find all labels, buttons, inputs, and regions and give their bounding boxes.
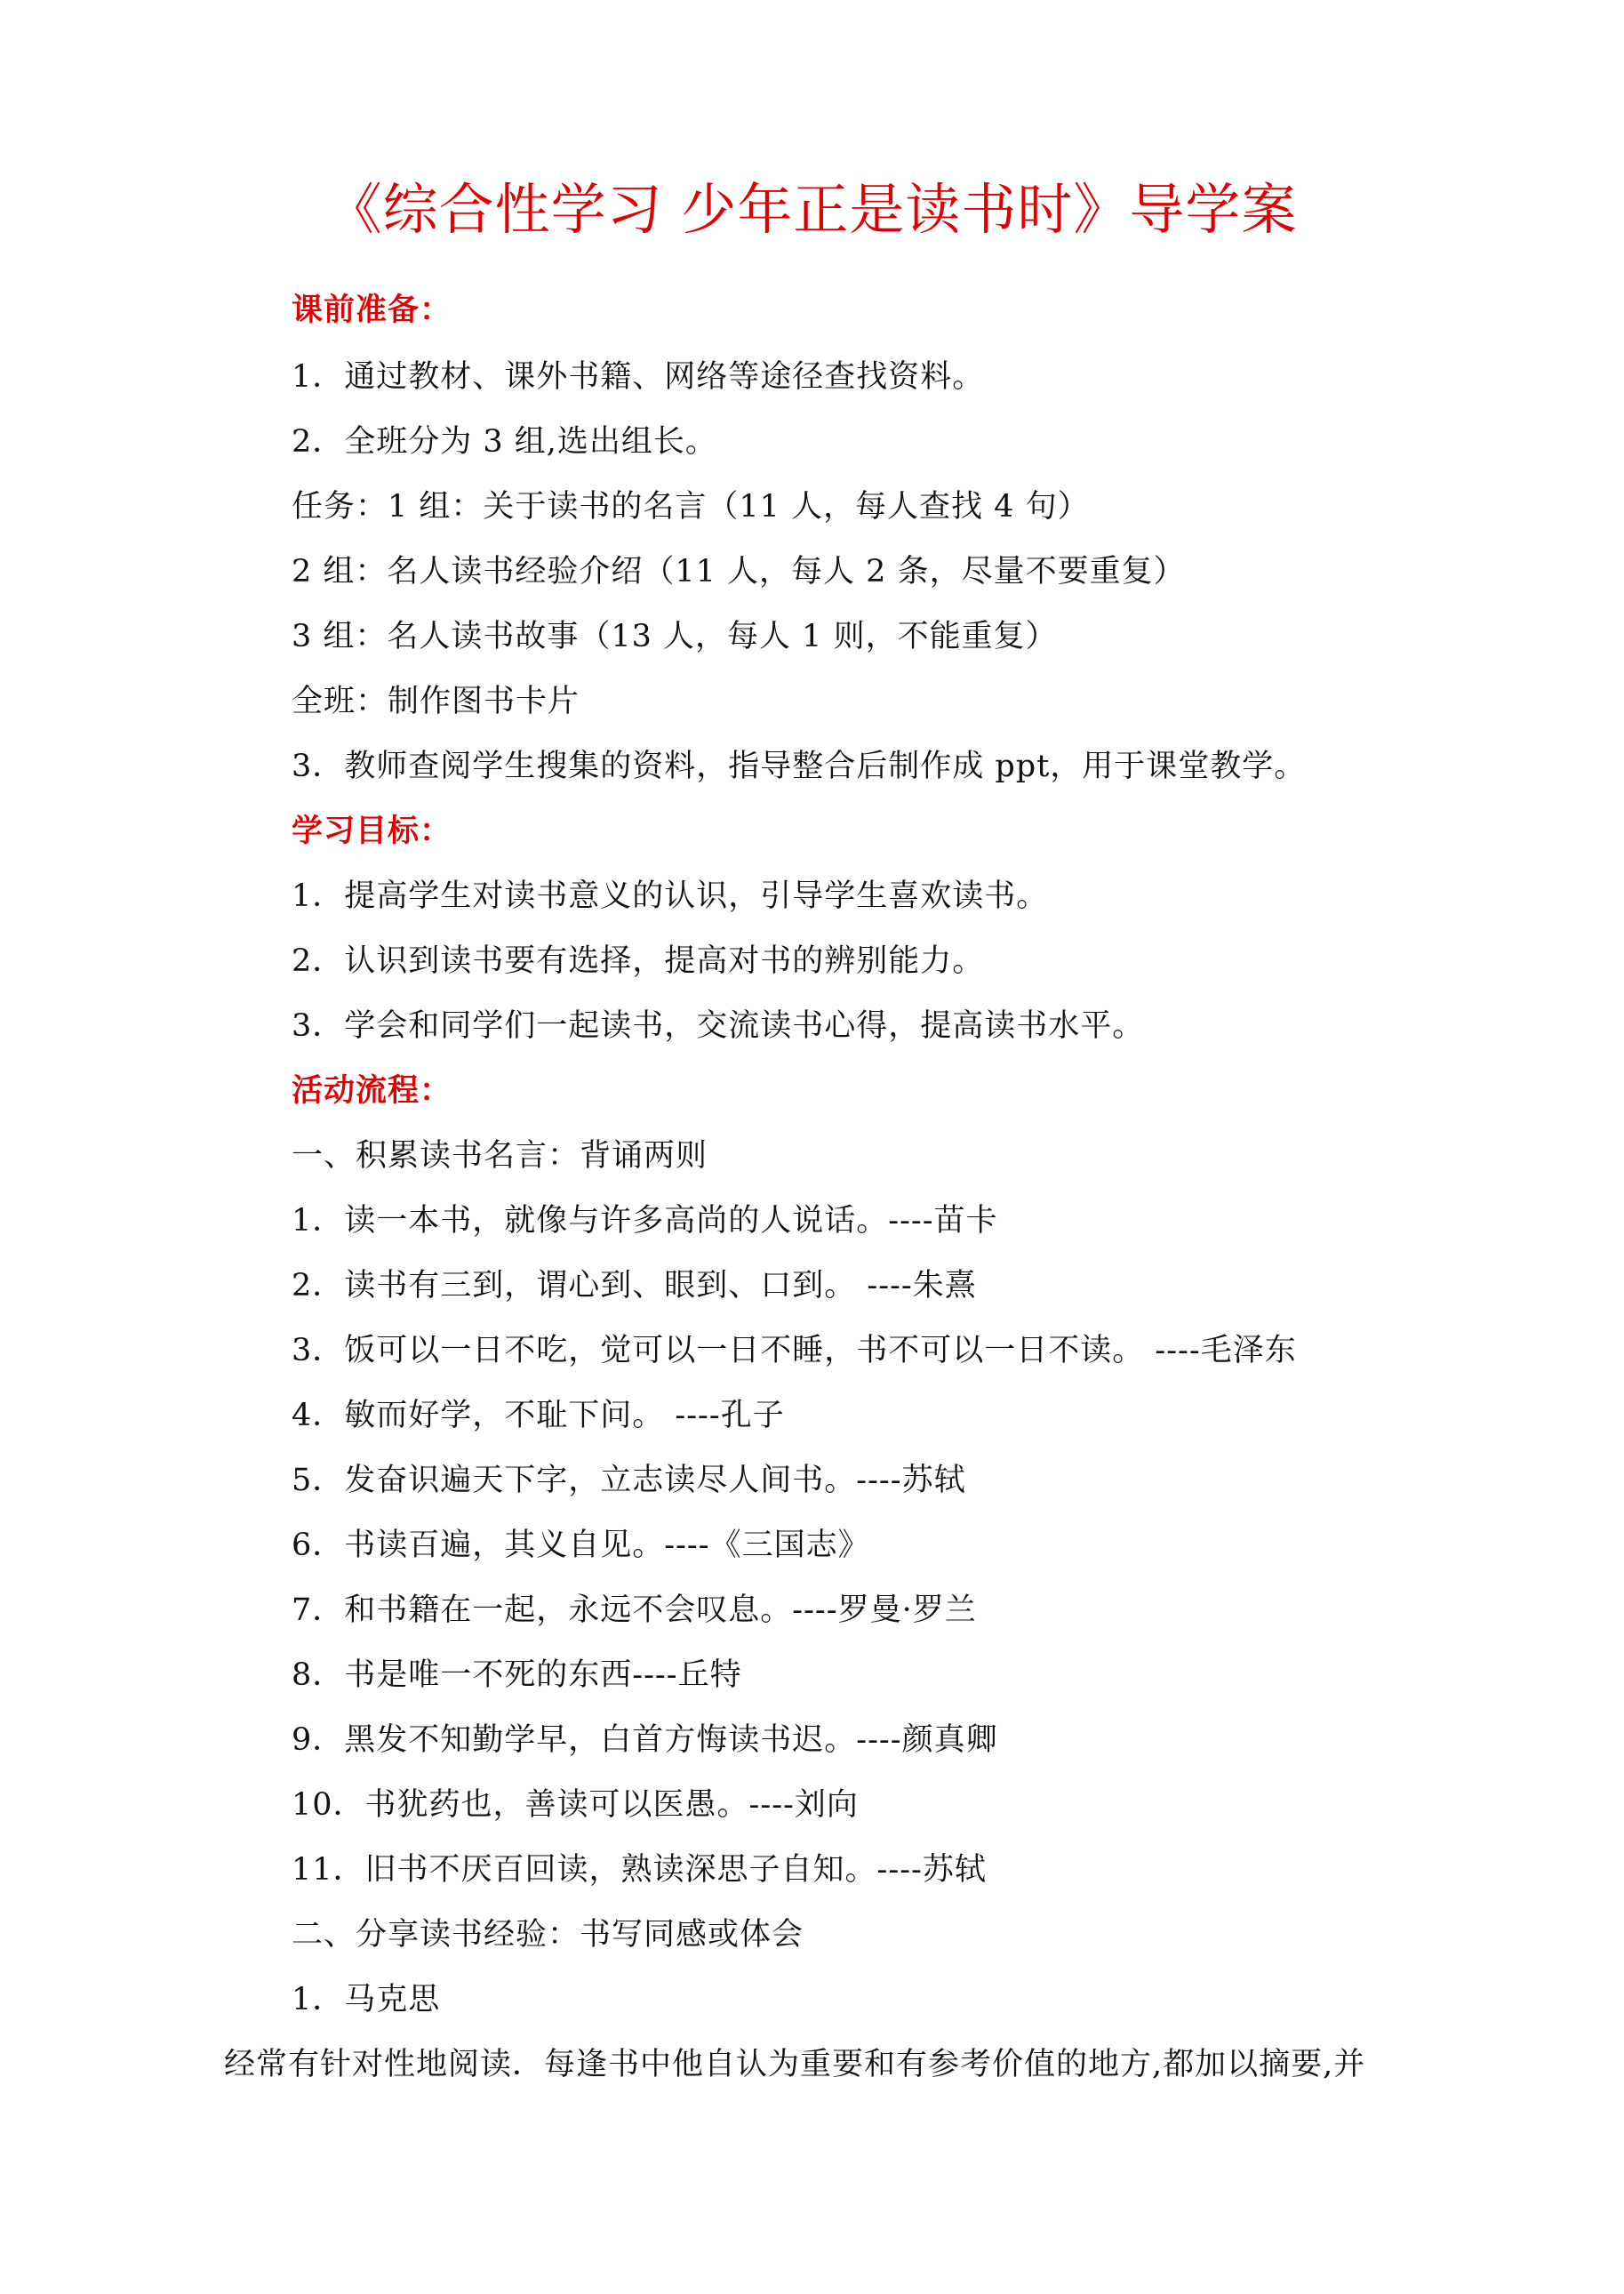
prep-task: 全班：制作图书卡片: [292, 684, 580, 719]
prep-task: 3 组：名人读书故事（13 人，每人 1 则，不能重复）: [292, 619, 1058, 654]
prep-task: 任务：1 组：关于读书的名言（11 人，每人查找 4 句）: [292, 489, 1090, 525]
quote-item: 4．敏而好学，不耻下问。 ----孔子: [292, 1398, 785, 1433]
goal-item: 2．认识到读书要有选择，提高对书的辨别能力。: [292, 943, 985, 979]
quote-item: 9．黑发不知勤学早，白首方悔读书迟。----颜真卿: [292, 1722, 998, 1758]
quote-item: 3．饭可以一日不吃，觉可以一日不睡，书不可以一日不读。 ----毛泽东: [292, 1333, 1297, 1368]
section-heading-prep: 课前准备：: [292, 293, 452, 328]
quote-item: 6．书读百遍，其义自见。----《三国志》: [292, 1528, 870, 1563]
prep-item: 1．通过教材、课外书籍、网络等途径查找资料。: [292, 359, 985, 395]
process-part-title: 二、分享读书经验：书写同感或体会: [292, 1917, 804, 1953]
quote-item: 7．和书籍在一起，永远不会叹息。----罗曼·罗兰: [292, 1592, 977, 1628]
section-heading-process: 活动流程：: [292, 1073, 452, 1109]
prep-item: 3．教师查阅学生搜集的资料，指导整合后制作成 ppt，用于课堂教学。: [292, 749, 1307, 784]
quote-item: 2．读书有三到，谓心到、眼到、口到。 ----朱熹: [292, 1268, 977, 1303]
quote-item: 8．书是唯一不死的东西----丘特: [292, 1657, 742, 1693]
experience-item: 1．马克思: [292, 1982, 441, 2017]
section-heading-goals: 学习目标：: [292, 814, 452, 849]
prep-task: 2 组：名人读书经验介绍（11 人，每人 2 条，尽量不要重复）: [292, 554, 1186, 590]
process-part-title: 一、积累读书名言：背诵两则: [292, 1138, 708, 1174]
quote-item: 1．读一本书，就像与许多高尚的人说话。----苗卡: [292, 1203, 998, 1239]
quote-item: 11．旧书不厌百回读，熟读深思子自知。----苏轼: [292, 1852, 987, 1888]
experience-paragraph: 经常有针对性地阅读．每逢书中他自认为重要和有参考价值的地方,都加以摘要,并: [224, 2047, 1366, 2082]
goal-item: 1．提高学生对读书意义的认识，引导学生喜欢读书。: [292, 878, 1049, 914]
quote-item: 10．书犹药也，善读可以医愚。----刘向: [292, 1787, 859, 1823]
prep-item: 2．全班分为 3 组,选出组长。: [292, 424, 717, 460]
quote-item: 5．发奋识遍天下字，立志读尽人间书。----苏轼: [292, 1463, 966, 1498]
document-title: 《综合性学习 少年正是读书时》导学案: [326, 177, 1298, 242]
goal-item: 3．学会和同学们一起读书，交流读书心得，提高读书水平。: [292, 1008, 1145, 1044]
